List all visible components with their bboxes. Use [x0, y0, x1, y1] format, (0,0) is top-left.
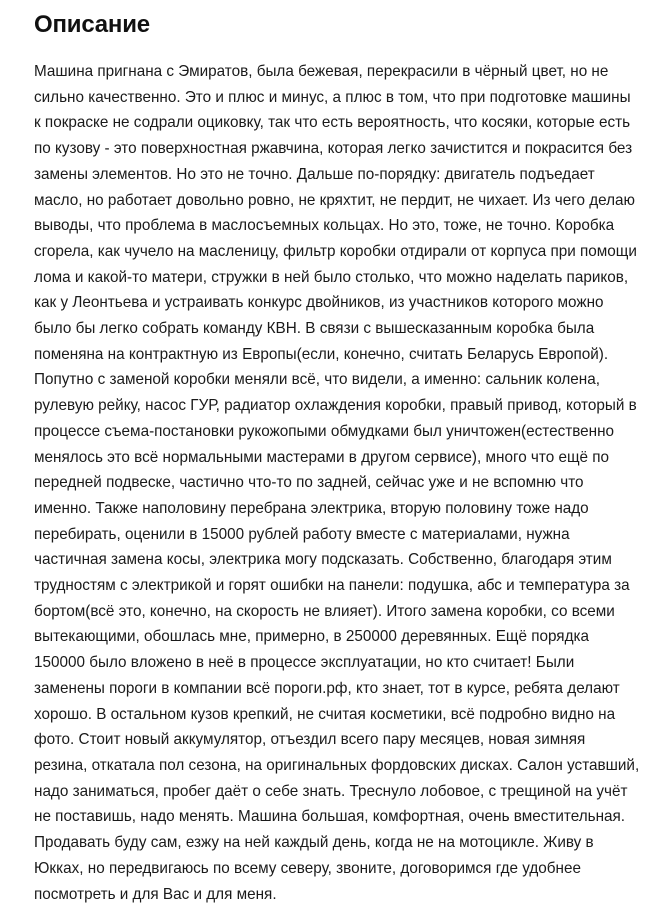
description-line: было бы легко собрать команду КВН. В связи с вышесказанным коробка была	[34, 316, 607, 342]
description-line: хорошо. В остальном кузов крепкий, не считая косметики, всё подробно видно на	[34, 702, 607, 728]
description-section	[34, 0, 634, 907]
description-line: вытекающими, обошлась мне, примерно, в 250000 деревянных. Ещё порядка	[34, 624, 607, 650]
description-line: посмотреть и для Вас и для меня.	[34, 882, 607, 907]
description-line: Продавать буду сам, езжу на ней каждый день, когда не на мотоцикле. Живу в	[34, 830, 607, 856]
description-line: поменяна на контрактную из Европы(если, конечно, считать Беларусь Европой).	[34, 342, 607, 368]
description-line: фото. Стоит новый аккумулятор, отъездил всего пару месяцев, новая зимняя	[34, 727, 607, 753]
description-line: сильно качественно. Это и плюс и минус, а плюс в том, что при подготовке машины	[34, 85, 607, 111]
description-line: лома и какой-то матери, стружки в ней было столько, что можно наделать париков,	[34, 265, 607, 291]
description-line: сгорела, как чучело на масленицу, фильтр коробки отдирали от корпуса при помощи	[34, 239, 607, 265]
description-line: процессе съема-постановки рукожопыми обмудками был уничтожен(естественно	[34, 419, 607, 445]
description-line: не поставишь, надо менять. Машина большая, комфортная, очень вместительная.	[34, 804, 607, 830]
description-line: рулевую рейку, насос ГУР, радиатор охлаждения коробки, правый привод, который в	[34, 393, 607, 419]
description-line: по кузову - это поверхностная ржавчина, которая легко зачистится и покрасится без	[34, 136, 607, 162]
description-line: замены элементов. Но это не точно. Дальше по-порядку: двигатель подъедает	[34, 162, 607, 188]
section-title: Описание	[34, 0, 634, 41]
description-line: Машина пригнана с Эмиратов, была бежевая, перекрасили в чёрный цвет, но не	[34, 59, 607, 85]
description-line: Попутно с заменой коробки меняли всё, что видели, а именно: сальник колена,	[34, 367, 607, 393]
description-line: менялось это всё нормальными мастерами в другом сервисе), много что ещё по	[34, 445, 607, 471]
description-line: к покраске не содрали оциковку, так что есть вероятность, что косяки, которые есть	[34, 110, 607, 136]
description-line: передней подвеске, частично что-то по задней, сейчас уже и не вспомню что	[34, 470, 607, 496]
description-line: масло, но работает довольно ровно, не кряхтит, не пердит, не чихает. Из чего делаю	[34, 188, 607, 214]
description-line: выводы, что проблема в маслосъемных кольцах. Но это, тоже, не точно. Коробка	[34, 213, 607, 239]
description-line: бортом(всё это, конечно, на скорость не влияет). Итого замена коробки, со всеми	[34, 599, 607, 625]
description-line: частичная замена косы, электрика могу подсказать. Собственно, благодаря этим	[34, 547, 607, 573]
description-line: Юкках, но передвигаюсь по всему северу, звоните, договоримся где удобнее	[34, 856, 607, 882]
description-line: резина, откатала пол сезона, на оригинальных фордовских дисках. Салон уставший,	[34, 753, 607, 779]
description-line: как у Леонтьева и устраивать конкурс двойников, из участников которого можно	[34, 290, 607, 316]
description-line: надо заниматься, пробег даёт о себе знать. Треснуло лобовое, с трещиной на учёт	[34, 779, 607, 805]
description-line: 150000 было вложено в неё в процессе эксплуатации, но кто считает! Были	[34, 650, 607, 676]
description-line: перебирать, оценили в 15000 рублей работу вместе с материалами, нужна	[34, 522, 607, 548]
description-line: трудностям с электрикой и горят ошибки на панели: подушка, абс и температура за	[34, 573, 607, 599]
description-line: именно. Также наполовину перебрана электрика, вторую половину тоже надо	[34, 496, 607, 522]
description-text	[34, 59, 634, 907]
description-line: заменены пороги в компании всё пороги.рф, кто знает, тот в курсе, ребята делают	[34, 676, 607, 702]
